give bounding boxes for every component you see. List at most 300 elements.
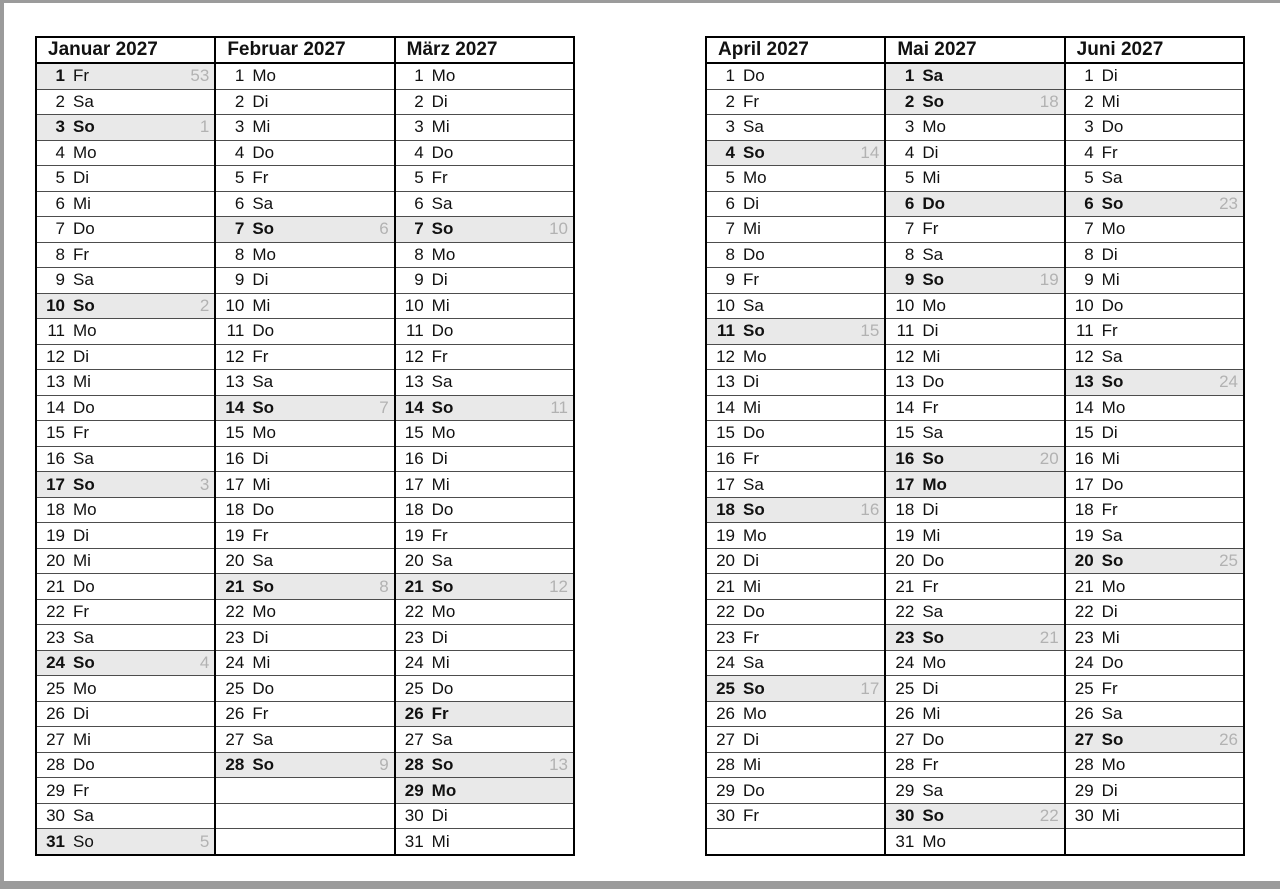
day-row	[37, 650, 214, 676]
weekday-label: Do	[922, 193, 945, 213]
day-number: 10	[716, 295, 735, 315]
weekday-label: Mi	[252, 653, 271, 673]
day-row	[37, 446, 214, 472]
week-number: 18	[1039, 91, 1059, 111]
day-number: 19	[225, 525, 245, 545]
day-row	[1066, 726, 1243, 752]
weekday-label: Di	[1101, 423, 1118, 443]
day-row	[707, 114, 884, 140]
month-header: Mai 2027	[886, 38, 1063, 64]
day-row	[1066, 548, 1243, 574]
day-row	[216, 267, 393, 293]
day-number: 6	[725, 193, 735, 213]
weekday-label: Do	[1101, 474, 1124, 494]
day-row	[37, 318, 214, 344]
day-number: 3	[904, 117, 915, 137]
day-row	[216, 726, 393, 752]
day-row	[886, 777, 1063, 803]
weekday-label: Di	[743, 193, 760, 213]
weekday-label: Mi	[743, 397, 761, 417]
day-row	[886, 522, 1063, 548]
day-row	[396, 726, 573, 752]
day-row	[886, 599, 1063, 625]
day-row	[396, 293, 573, 319]
weekday-label: Sa	[743, 295, 764, 315]
weekday-label: So	[252, 755, 275, 775]
weekday-label: Fr	[922, 576, 939, 596]
week-number: 2	[199, 295, 210, 315]
day-number: 2	[55, 91, 65, 111]
day-row	[707, 803, 884, 829]
weekday-label: So	[743, 500, 765, 520]
weekday-label: Fr	[73, 602, 90, 622]
weekday-label: Mo	[922, 117, 946, 137]
day-row	[216, 191, 393, 217]
day-number: 20	[225, 551, 245, 571]
weekday-label: So	[922, 270, 945, 290]
month-header: März 2027	[396, 38, 573, 64]
day-row	[216, 599, 393, 625]
day-row	[396, 369, 573, 395]
day-number: 24	[46, 653, 65, 673]
day-row	[707, 140, 884, 166]
weekday-label: Mo	[431, 66, 456, 86]
day-row	[37, 114, 214, 140]
day-number: 13	[46, 372, 65, 392]
day-number: 1	[414, 66, 424, 86]
day-number: 23	[46, 627, 65, 647]
day-number: 21	[46, 576, 65, 596]
weekday-label: Sa	[431, 551, 453, 571]
weekday-label: Fr	[922, 755, 939, 775]
week-number: 23	[1219, 193, 1238, 213]
day-row	[396, 650, 573, 676]
month-rows	[37, 64, 214, 854]
day-row	[396, 318, 573, 344]
day-number: 18	[404, 500, 424, 520]
weekday-label: Mi	[1101, 627, 1120, 647]
day-number: 22	[404, 602, 424, 622]
weekday-label: Fr	[73, 780, 90, 800]
day-row	[396, 64, 573, 89]
weekday-label: Fr	[1101, 500, 1118, 520]
day-number: 26	[1074, 704, 1094, 724]
day-number: 13	[225, 372, 245, 392]
weekday-label: Fr	[252, 168, 269, 188]
day-number: 9	[904, 270, 915, 290]
day-row	[37, 89, 214, 115]
day-row	[1066, 599, 1243, 625]
week-number: 4	[199, 653, 210, 673]
day-row	[37, 803, 214, 829]
weekday-label: Mo	[431, 244, 456, 264]
day-number: 19	[716, 525, 735, 545]
weekday-label: Mo	[73, 678, 97, 698]
day-number: 16	[895, 448, 915, 468]
day-number: 11	[717, 321, 735, 341]
weekday-label: Sa	[431, 729, 453, 749]
day-number: 8	[234, 244, 245, 264]
weekday-label: Sa	[743, 474, 764, 494]
weekday-label: Mo	[431, 423, 456, 443]
weekday-label: Fr	[252, 704, 269, 724]
day-row	[707, 89, 884, 115]
day-row	[707, 599, 884, 625]
day-number: 11	[896, 321, 915, 341]
day-number: 28	[225, 755, 245, 775]
day-number: 25	[716, 678, 735, 698]
day-number: 6	[55, 193, 65, 213]
day-number: 28	[404, 755, 424, 775]
day-row	[707, 650, 884, 676]
day-number: 26	[716, 704, 735, 724]
weekday-label: Di	[431, 448, 448, 468]
day-number: 20	[716, 551, 735, 571]
day-number: 12	[225, 346, 245, 366]
day-number: 18	[1074, 500, 1094, 520]
half-year-block-jan-mar	[35, 36, 575, 856]
day-row	[707, 471, 884, 497]
day-row	[396, 522, 573, 548]
day-row	[37, 599, 214, 625]
weekday-label: Fr	[252, 346, 269, 366]
day-number: 5	[55, 168, 65, 188]
weekday-label: Di	[431, 91, 448, 111]
day-number: 19	[1074, 525, 1094, 545]
day-row	[216, 242, 393, 268]
day-row	[216, 165, 393, 191]
day-row	[216, 573, 393, 599]
weekday-label: Do	[252, 500, 275, 520]
weekday-label: Fr	[743, 270, 760, 290]
weekday-label: Di	[252, 91, 269, 111]
day-row	[216, 446, 393, 472]
month-column	[394, 38, 573, 854]
day-number: 1	[904, 66, 915, 86]
weekday-label: Di	[922, 500, 939, 520]
day-row	[886, 114, 1063, 140]
day-number: 30	[1074, 806, 1094, 826]
weekday-label: Do	[252, 321, 275, 341]
day-row	[1066, 420, 1243, 446]
day-number: 29	[716, 780, 735, 800]
day-row	[886, 803, 1063, 829]
weekday-label: Mo	[1101, 755, 1126, 775]
day-number: 2	[904, 91, 915, 111]
weekday-label: Mi	[1101, 91, 1120, 111]
day-number: 5	[234, 168, 245, 188]
day-row	[1066, 216, 1243, 242]
day-number: 17	[895, 474, 915, 494]
week-number: 5	[199, 831, 210, 851]
weekday-label: Fr	[73, 244, 90, 264]
weekday-label: Do	[73, 219, 95, 239]
weekday-label: Fr	[1101, 142, 1118, 162]
day-number: 14	[225, 397, 245, 417]
day-number: 2	[414, 91, 424, 111]
weekday-label: Mo	[431, 780, 457, 800]
half-year-block-apr-jun	[705, 36, 1245, 856]
empty-row	[216, 777, 393, 803]
day-row	[886, 726, 1063, 752]
day-number: 23	[895, 627, 915, 647]
day-row	[37, 64, 214, 89]
day-row	[707, 242, 884, 268]
day-number: 8	[904, 244, 915, 264]
day-number: 6	[904, 193, 915, 213]
day-number: 9	[414, 270, 424, 290]
day-number: 30	[895, 806, 915, 826]
day-number: 6	[414, 193, 424, 213]
day-number: 28	[895, 755, 915, 775]
day-row	[37, 242, 214, 268]
day-number: 4	[904, 142, 915, 162]
day-row	[37, 548, 214, 574]
day-row	[396, 395, 573, 421]
day-number: 22	[1074, 602, 1094, 622]
day-row	[37, 471, 214, 497]
weekday-label: Mi	[252, 117, 271, 137]
day-row	[1066, 191, 1243, 217]
day-number: 14	[46, 397, 65, 417]
day-number: 13	[404, 372, 424, 392]
day-row	[886, 650, 1063, 676]
weekday-label: Do	[743, 602, 765, 622]
day-row	[216, 216, 393, 242]
weekday-label: Mi	[73, 193, 91, 213]
day-number: 26	[225, 704, 245, 724]
day-number: 18	[895, 500, 915, 520]
day-number: 22	[716, 602, 735, 622]
day-row	[37, 165, 214, 191]
day-number: 13	[1074, 372, 1094, 392]
weekday-label: Sa	[743, 653, 764, 673]
weekday-label: Di	[922, 142, 939, 162]
day-row	[707, 624, 884, 650]
day-row	[37, 624, 214, 650]
weekday-label: Di	[73, 346, 90, 366]
day-number: 9	[55, 270, 65, 290]
day-number: 31	[895, 831, 915, 851]
day-row	[886, 191, 1063, 217]
day-number: 18	[225, 500, 245, 520]
week-number: 10	[549, 219, 568, 239]
week-number: 7	[379, 397, 389, 417]
weekday-label: Do	[1101, 117, 1124, 137]
day-row	[886, 318, 1063, 344]
month-column	[214, 38, 393, 854]
day-number: 29	[46, 780, 65, 800]
day-number: 16	[46, 448, 65, 468]
day-row	[37, 191, 214, 217]
day-row	[1066, 650, 1243, 676]
weekday-label: Mo	[431, 602, 456, 622]
weekday-label: Mi	[431, 831, 450, 851]
day-number: 31	[46, 831, 65, 851]
day-number: 20	[895, 551, 915, 571]
weekday-label: Do	[73, 576, 95, 596]
weekday-label: So	[73, 117, 95, 137]
weekday-label: Mi	[73, 372, 91, 392]
day-row	[396, 675, 573, 701]
month-column	[707, 38, 884, 854]
weekday-label: So	[743, 321, 765, 341]
weekday-label: So	[73, 474, 95, 494]
weekday-label: Di	[922, 321, 939, 341]
day-number: 29	[1074, 780, 1094, 800]
day-number: 17	[404, 474, 424, 494]
weekday-label: Mi	[922, 525, 941, 545]
day-number: 5	[725, 168, 735, 188]
weekday-label: Di	[431, 270, 448, 290]
day-number: 7	[55, 219, 65, 239]
weekday-label: Sa	[922, 423, 944, 443]
day-number: 12	[895, 346, 915, 366]
day-row	[886, 420, 1063, 446]
weekday-label: Do	[1101, 295, 1124, 315]
month-rows	[1066, 64, 1243, 854]
weekday-label: Mi	[431, 295, 450, 315]
day-number: 25	[46, 678, 65, 698]
weekday-label: Do	[431, 678, 454, 698]
weekday-label: So	[922, 448, 945, 468]
day-row	[707, 548, 884, 574]
day-number: 16	[716, 448, 735, 468]
day-row	[886, 701, 1063, 727]
day-row	[216, 369, 393, 395]
day-number: 15	[1074, 423, 1094, 443]
weekday-label: So	[743, 142, 765, 162]
weekday-label: Mo	[252, 244, 276, 264]
day-row	[707, 497, 884, 523]
weekday-label: Fr	[252, 525, 269, 545]
week-number: 14	[860, 142, 880, 162]
weekday-label: Mi	[743, 755, 761, 775]
day-number: 15	[404, 423, 424, 443]
weekday-label: Fr	[1101, 321, 1118, 341]
day-row	[886, 165, 1063, 191]
weekday-label: Mi	[1101, 448, 1120, 468]
weekday-label: So	[1101, 729, 1124, 749]
day-row	[396, 701, 573, 727]
weekday-label: Do	[743, 423, 765, 443]
day-number: 5	[1084, 168, 1094, 188]
day-number: 8	[55, 244, 65, 264]
empty-row	[216, 828, 393, 854]
day-row	[1066, 497, 1243, 523]
day-number: 8	[414, 244, 424, 264]
weekday-label: Mo	[922, 295, 946, 315]
day-number: 25	[404, 678, 424, 698]
day-row	[886, 395, 1063, 421]
weekday-label: Fr	[743, 627, 760, 647]
day-row	[37, 267, 214, 293]
day-row	[707, 726, 884, 752]
day-row	[37, 216, 214, 242]
day-number: 26	[895, 704, 915, 724]
day-row	[37, 701, 214, 727]
weekday-label: So	[431, 576, 454, 596]
weekday-label: Mo	[743, 168, 767, 188]
week-number: 6	[379, 219, 389, 239]
day-row	[886, 675, 1063, 701]
weekday-label: Mi	[431, 653, 450, 673]
day-number: 27	[225, 729, 245, 749]
day-row	[1066, 242, 1243, 268]
day-number: 4	[414, 142, 424, 162]
day-row	[1066, 471, 1243, 497]
day-row	[216, 140, 393, 166]
day-number: 24	[225, 653, 245, 673]
day-row	[1066, 803, 1243, 829]
day-number: 27	[716, 729, 735, 749]
day-number: 10	[1074, 295, 1094, 315]
day-row	[886, 752, 1063, 778]
weekday-label: Sa	[73, 806, 94, 826]
day-row	[886, 140, 1063, 166]
weekday-label: Do	[743, 244, 765, 264]
day-row	[707, 293, 884, 319]
day-number: 1	[1084, 66, 1094, 86]
weekday-label: Di	[1101, 602, 1118, 622]
day-number: 1	[55, 66, 65, 86]
day-number: 20	[46, 551, 65, 571]
day-number: 3	[55, 117, 65, 137]
day-number: 6	[234, 193, 245, 213]
day-number: 7	[725, 219, 735, 239]
day-number: 2	[725, 91, 735, 111]
day-number: 21	[1074, 576, 1094, 596]
day-number: 10	[404, 295, 424, 315]
day-row	[396, 165, 573, 191]
weekday-label: Mo	[922, 831, 946, 851]
day-number: 23	[716, 627, 735, 647]
weekday-label: Sa	[922, 66, 944, 86]
day-number: 29	[895, 780, 915, 800]
day-row	[886, 828, 1063, 854]
weekday-label: Sa	[252, 193, 274, 213]
weekday-label: Do	[431, 142, 454, 162]
day-number: 5	[904, 168, 915, 188]
day-row	[396, 573, 573, 599]
day-row	[37, 752, 214, 778]
page-edge-left	[0, 0, 4, 889]
day-row	[707, 777, 884, 803]
day-row	[396, 446, 573, 472]
weekday-label: Sa	[431, 193, 453, 213]
weekday-label: So	[252, 219, 275, 239]
day-number: 17	[225, 474, 245, 494]
weekday-label: Mo	[252, 423, 276, 443]
week-number: 12	[549, 576, 568, 596]
week-number: 9	[379, 755, 389, 775]
weekday-label: So	[73, 653, 95, 673]
page-edge-bottom	[0, 881, 1280, 889]
day-row	[886, 497, 1063, 523]
day-number: 7	[904, 219, 915, 239]
day-number: 24	[404, 653, 424, 673]
day-row	[707, 701, 884, 727]
weekday-label: So	[252, 397, 275, 417]
week-number: 19	[1039, 270, 1059, 290]
day-row	[707, 420, 884, 446]
day-number: 1	[234, 66, 245, 86]
week-number: 13	[549, 755, 568, 775]
weekday-label: Mo	[1101, 219, 1126, 239]
weekday-label: So	[922, 806, 945, 826]
day-row	[37, 395, 214, 421]
day-row	[886, 267, 1063, 293]
